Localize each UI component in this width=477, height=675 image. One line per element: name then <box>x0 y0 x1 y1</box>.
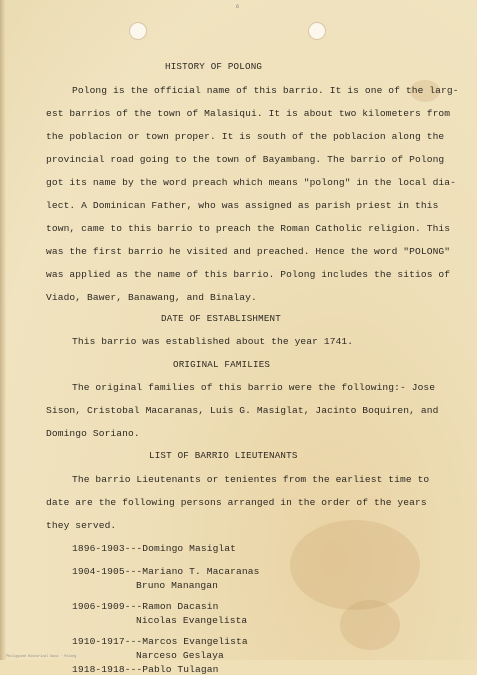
history-line: was the first barrio he visited and preached. Hence the word "POLONG" <box>46 246 451 257</box>
lieutenants-line: The barrio Lieutenants or tenientes from the earliest time to <box>72 474 430 485</box>
history-line: est barrios of the town of Malasiqui. It is about two kilometers from <box>46 108 451 119</box>
binder-hole-left <box>129 22 147 40</box>
families-line: Domingo Soriano. <box>46 428 140 439</box>
water-stain <box>340 600 400 650</box>
section-heading-families: ORIGINAL FAMILIES <box>173 359 271 370</box>
lieutenants-line: they served. <box>46 520 117 531</box>
archive-footer: Philippine Historical Data · Polong <box>6 654 77 658</box>
history-line: Viado, Bawer, Banawang, and Binalay. <box>46 292 257 303</box>
history-line: lect. A Dominican Father, who was assigned as parish priest in this <box>46 200 439 211</box>
lieutenant-entry: 1910-1917---Marcos Evangelista <box>72 636 248 647</box>
history-line: got its name by the word preach which means "polong" in the local dia- <box>46 177 457 188</box>
history-line: was applied as the name of this barrio. Polong includes the sitios of <box>46 269 451 280</box>
lieutenant-entry: Nicolas Evangelista <box>136 615 248 626</box>
section-heading-lieutenants: LIST OF BARRIO LIEUTENANTS <box>149 450 298 461</box>
history-line: the poblacion or town proper. It is south of the poblacion along the <box>46 131 445 142</box>
section-heading-history: HISTORY OF POLONG <box>165 61 263 72</box>
families-line: The original families of this barrio were the following:- Jose <box>72 382 436 393</box>
date-line: This barrio was established about the year 1741. <box>72 336 354 347</box>
history-line: provincial road going to the town of Bayambang. The barrio of Polong <box>46 154 445 165</box>
lieutenant-entry: 1904-1905---Mariano T. Macaranas <box>72 566 260 577</box>
lieutenant-entry: Narceso Geslaya <box>136 650 224 661</box>
page-edge-shadow <box>0 0 6 660</box>
lieutenant-entry: 1918-1918---Pablo Tulagan <box>72 664 219 675</box>
page-mark: 6 <box>236 4 240 10</box>
history-line: Polong is the official name of this barrio. It is one of the larg- <box>72 85 459 96</box>
section-heading-date: DATE OF ESTABLISHMENT <box>161 313 281 324</box>
lieutenant-entry: Bruno Manangan <box>136 580 219 591</box>
water-stain <box>290 520 420 610</box>
families-line: Sison, Cristobal Macaranas, Luis G. Masiglat, Jacinto Boquiren, and <box>46 405 439 416</box>
lieutenant-entry: 1896-1903---Domingo Masiglat <box>72 543 237 554</box>
lieutenants-line: date are the following persons arranged in the order of the years <box>46 497 427 508</box>
lieutenant-entry: 1906-1909---Ramon Dacasin <box>72 601 219 612</box>
binder-hole-right <box>308 22 326 40</box>
history-line: town, came to this barrio to preach the Roman Catholic religion. This <box>46 223 451 234</box>
